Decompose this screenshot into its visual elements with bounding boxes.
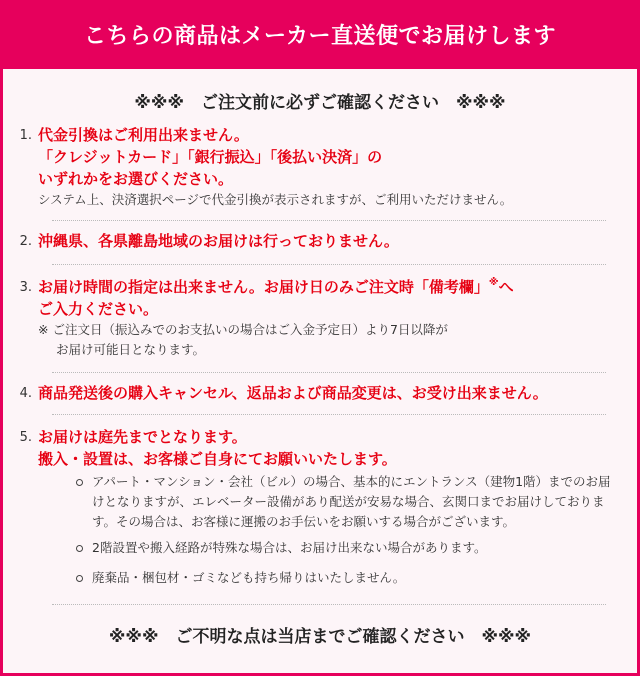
bullet-icon [76, 575, 83, 582]
bullet-icon [76, 479, 83, 486]
item-heading [38, 276, 608, 298]
item-note: システム上、決済選択ページで代金引換が表示されますが、ご利用いただけません。 [38, 192, 513, 207]
item-text: 「クレジットカード」「銀行振込」「後払い決済」の [38, 148, 383, 166]
header-banner [0, 0, 640, 69]
item-text: いずれかをお選びください。 [38, 170, 234, 188]
sub-item: アパート・マンション・会社（ビル）の場合、基本的にエントランス（建物1階）までのお届けとなりますが、エレベーター設備があり配送が安易な場合、玄関口までお届けしております。その場合は、お客様に運搬のお手伝いをお願いする場合がございます。 [92, 474, 611, 529]
sub-item: 2階設置や搬入経路が特殊な場合は、お届け出来ない場合があります。 [92, 540, 487, 555]
divider [52, 264, 606, 265]
item-heading: 代金引換はご利用出来ません。 [38, 126, 249, 144]
item-note: ※ ご注文日（振込みでのお支払いの場合はご入金予定日）より7日以降が [38, 322, 448, 337]
item-number: 3. [19, 280, 32, 295]
item-heading: 沖縄県、各県離島地域のお届けは行っておりません。 [38, 232, 399, 250]
divider [52, 220, 606, 221]
note-mark: ※ [488, 277, 499, 288]
list-item [19, 276, 608, 360]
item-number: 1. [19, 128, 32, 143]
list-item [19, 382, 608, 404]
item-heading-text: へ [498, 278, 514, 296]
item-text: ご入力ください。 [38, 300, 159, 318]
item-text: 搬入・設置は、お客様ご自身にてお願いいたします。 [38, 450, 397, 468]
list-item [19, 426, 608, 470]
divider [52, 604, 606, 605]
bullet-icon [76, 545, 83, 552]
divider [52, 372, 606, 373]
item-heading: 商品発送後の購入キャンセル、返品および商品変更は、お受け出来ません。 [38, 384, 548, 402]
notice-title-top: ※※※ ご注文前に必ずご確認ください ※※※ [134, 93, 506, 113]
item-heading: お届けは庭先までとなります。 [38, 428, 247, 446]
notice-title-bottom: ※※※ ご不明な点は当店までご確認ください ※※※ [108, 627, 532, 647]
item-number: 2. [19, 234, 32, 249]
item-number: 4. [19, 386, 32, 401]
divider [52, 414, 606, 415]
item-note: お届け可能日となります。 [56, 342, 206, 357]
sub-item: 廃棄品・梱包材・ゴミなども持ち帰りはいたしません。 [92, 570, 406, 585]
item-number: 5. [19, 430, 32, 445]
list-item [19, 230, 608, 252]
item-heading-text: お届け時間の指定は出来ません。お届け日のみご注文時「備考欄」 [38, 278, 489, 296]
header-title: こちらの商品はメーカー直送便でお届けします [83, 24, 557, 49]
list-item [19, 124, 608, 210]
